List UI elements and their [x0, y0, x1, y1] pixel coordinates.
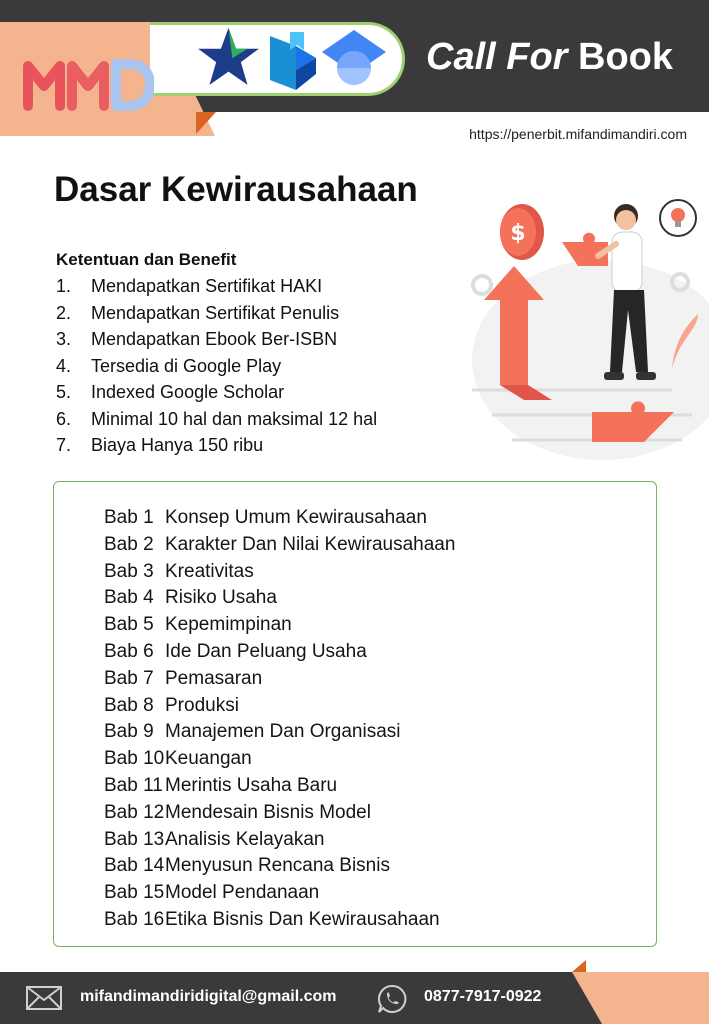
call-for-text: Call For	[426, 36, 568, 78]
sinta-star-icon	[198, 28, 259, 85]
mmd-logo	[22, 52, 154, 114]
benefit-item: 3. Mendapatkan Ebook Ber-ISBN	[56, 329, 338, 349]
lightbulb-icon	[660, 200, 696, 236]
benefit-item: 1. Mendapatkan Sertifikat HAKI	[56, 276, 323, 296]
partner-icons	[196, 26, 391, 92]
book-title: Dasar Kewirausahaan	[54, 170, 418, 209]
benefit-item: 7. Biaya Hanya 150 ribu	[56, 435, 264, 455]
chapter-item: Bab 2 Karakter Dan Nilai Kewirausahaan	[104, 533, 456, 555]
chapter-item: Bab 14Menyusun Rencana Bisnis	[104, 855, 390, 877]
chapter-item: Bab 10Keuangan	[104, 748, 252, 770]
benefit-item: 6. Minimal 10 hal dan maksimal 12 hal	[56, 408, 378, 429]
chapter-item: Bab 16Etika Bisnis Dan Kewirausahaan	[104, 908, 440, 930]
benefits-list	[56, 273, 377, 459]
chapter-item: Bab 12Mendesain Bisnis Model	[104, 801, 371, 823]
chapter-item: Bab 11 Merintis Usaha Baru	[104, 774, 338, 796]
svg-text:$: $	[510, 221, 526, 246]
mail-icon	[26, 986, 62, 1010]
chapter-item: Bab 15Model Pendanaan	[104, 882, 320, 904]
chapter-item: Bab 13Analisis Kelayakan	[104, 828, 325, 850]
chapter-item: Bab 7 Pemasaran	[104, 667, 263, 689]
chapter-item: Bab 3 Kreativitas	[104, 560, 254, 582]
website-url[interactable]: https://penerbit.mifandimandiri.com	[469, 126, 687, 142]
chapter-list	[104, 505, 455, 934]
benefits-heading: Ketentuan dan Benefit	[56, 250, 237, 269]
whatsapp-icon	[376, 983, 408, 1015]
call-for-book-heading	[426, 36, 673, 79]
benefit-item: 5. Indexed Google Scholar	[56, 382, 285, 402]
chapter-item: Bab 4 Risiko Usaha	[104, 587, 277, 609]
chapter-item: Bab 6 Ide Dan Peluang Usaha	[104, 640, 367, 662]
google-scholar-icon	[322, 30, 386, 85]
puzzle-piece-icon	[562, 233, 608, 266]
coin-icon	[500, 204, 544, 260]
benefit-item: 4. Tersedia di Google Play	[56, 355, 282, 376]
chapter-item: Bab 9 Manajemen Dan Organisasi	[104, 721, 401, 743]
book-text: Book	[578, 36, 674, 78]
benefit-item: 2. Mendapatkan Sertifikat Penulis	[56, 302, 340, 323]
chapter-item: Bab 1 Konsep Umum Kewirausahaan	[104, 507, 427, 528]
footer-email[interactable]: mifandimandiridigital@gmail.com	[80, 988, 337, 1005]
footer-phone[interactable]: 0877-7917-0922	[424, 988, 542, 1005]
chapter-item: Bab 8 Produksi	[104, 694, 239, 716]
google-play-books-icon	[270, 32, 316, 90]
footer-accent-triangle	[572, 960, 586, 972]
entrepreneur-illustration	[452, 190, 709, 470]
chapter-item: Bab 5 Kepemimpinan	[104, 614, 292, 636]
